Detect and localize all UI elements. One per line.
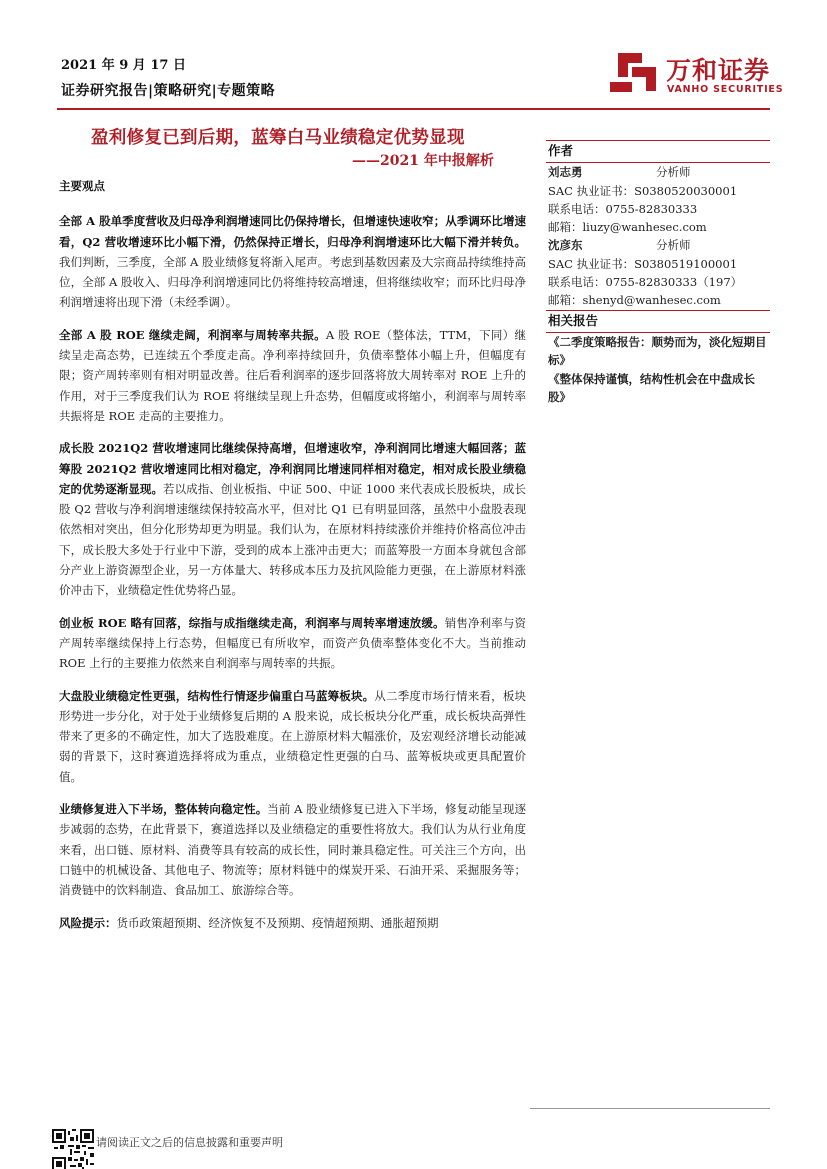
author-name: 沈彦东 [548,238,583,253]
paragraph-3 [59,438,526,600]
report-title: 盈利修复已到后期，蓝筹白马业绩稳定优势显现 [91,128,465,148]
qr-code-icon [52,1129,94,1169]
paragraph-body: 我们判断，三季度，全部 A 股业绩修复将渐入尾声。考虑到基数因素及大宗商品持续维持高位，全部 A 股收入、归母净利润增速同比仍将维持较高增速，但将继续收窄；而环比归母净利润增速将出现下滑（未经季调）。 [59,254,526,310]
author-phone: 联系电话：0755-82830333 [548,201,698,216]
related-reports-heading: 相关报告 [548,312,599,328]
paragraph-body: 若以成指、创业板指、中证 500、中证 1000 来代表成长股板块，成长股 Q2 营收与净利润增速继续保持较高水平，但对比 Q1 已有明显回落，虽然中小盘股表现依然相对突出，但分化形势却更为明显。我们认为，在原材料持续涨价并维持价格高位冲击下，成长股大多处于行业中下游，受到的成本上涨冲击更大；而蓝筹股一方面本身就包含部分产业上游资源型企业，另一方体量大、转移成本压力及抗风险能力更强，在上游原材料涨价冲击下，业绩稳定性优势将凸显。 [59,481,526,598]
author-role: 分析师 [656,238,691,253]
author-phone: 联系电话：0755-82830333（197） [548,275,743,290]
logo-name: 万和证券 [666,56,771,85]
paragraph-6 [59,799,526,900]
author-block [546,163,770,236]
risk-warning [59,913,526,933]
report-type: 证券研究报告|策略研究|专题策略 [61,83,276,99]
report-subtitle: ——2021 年中报解析 [352,153,494,169]
author-email[interactable]: 邮箱：liuzy@wanhesec.com [548,220,707,235]
related-report-link[interactable]: 《整体保持谨慎，结构性机会在中盘成长股》 [548,371,755,404]
paragraph-lead: 全部 A 股 ROE 继续走阔，利润率与周转率共振。 [59,327,326,342]
paragraph-2 [59,325,526,426]
paragraph-lead: 大盘股业绩稳定性更强，结构性行情逐步偏重白马蓝筹板块。 [59,688,375,703]
footer-divider [530,1108,770,1109]
author-name: 刘志勇 [548,165,583,180]
risk-label: 风险提示： [59,915,117,930]
author-heading: 作者 [548,143,574,158]
paragraph-4 [59,613,526,674]
paragraph-body: 当前 A 股业绩修复已进入下半场，修复动能呈现逐步减弱的态势，在此背景下，赛道选择以及业绩稳定的重要性将放大。我们认为从行业角度来看，出口链、原材料、消费等具有较高的成长性，同时兼具稳定性。可关注三个方向，出口链中的机械设备、其他电子、物流等；原材料链中的煤炭开采、石油开采、采掘服务等；消费链中的饮料制造、食品加工、旅游综合等。 [59,802,526,898]
paragraph-lead: 创业板 ROE 略有回落，综指与成指继续走高，利润率与周转率增速放缓。 [59,615,445,630]
author-block [546,236,770,309]
logo-subtitle: VANHO SECURITIES [667,84,784,95]
company-logo [609,50,784,98]
paragraph-1 [59,211,526,312]
header-divider [57,108,770,110]
author-sac: SAC 执业证书：S0380519100001 [548,256,738,271]
logo-mark-icon [609,50,659,96]
paragraph-body: 销售净利率与资产周转率继续保持上行态势，但幅度已有所收窄，而资产负债率整体变化不大。当前推动 ROE 上行的主要推力依然来自利润率与周转率的共振。 [59,615,527,671]
report-date: 2021 年 9 月 17 日 [61,58,186,73]
related-report-link[interactable]: 《二季度策略报告：顺势而为，淡化短期目标》 [548,334,767,368]
paragraph-lead: 全部 A 股单季度营收及归母净利润增速同比仍保持增长，但增速快速收窄；从季调环比增速看，Q2 营收增速环比小幅下滑，仍然保持正增长，归母净利润增速环比大幅下滑并转负。 [59,214,526,249]
paragraph-body: 从二季度市场行情来看，板块形势进一步分化，对于处于业绩修复后期的 A 股来说，成长板块分化严重，成长板块高弹性带来了更多的不确定性，加大了选股难度。在上游原材料大幅涨价，及宏观经济增长动能减弱的背景下，这时赛道选择将成为重点，业绩稳定性更强的白马、蓝筹板块或更具配置价值。 [59,688,526,784]
paragraph-lead: 成长股 2021Q2 营收增速同比继续保持高增，但增速收窄，净利润同比增速大幅回落；蓝筹股 2021Q2 营收增速同比相对稳定，净利润同比增速同样相对稳定，相对成长股业绩稳定的优势逐渐显现。 [59,441,526,496]
author-sac: SAC 执业证书：S0380520030001 [548,183,738,198]
author-email[interactable]: 邮箱：shenyd@wanhesec.com [548,293,721,308]
author-role: 分析师 [656,165,691,180]
section-label: 主要观点 [59,179,105,193]
risk-text: 货币政策超预期、经济恢复不及预期、疫情超预期、通胀超预期 [116,915,439,930]
sidebar [546,140,770,406]
paragraph-5 [59,686,526,787]
main-content [59,176,526,945]
paragraph-body: A 股 ROE（整体法，TTM，下同）继续呈走高态势，已连续五个季度走高。净利率持续回升，负债率整体小幅上升，但幅度有限；资产周转率则有相对明显改善。往后看利润率的逐步回落将放大周转率对 ROE 上升的作用，对于三季度我们认为 ROE 将继续呈现上升态势，但幅度或将缩小，利润率与周转率共振将是 ROE 走高的主要推力。 [59,327,526,423]
paragraph-lead: 业绩修复进入下半场，整体转向稳定性。 [59,802,268,817]
footer-disclaimer: 请阅读正文之后的信息披露和重要声明 [96,1136,283,1149]
